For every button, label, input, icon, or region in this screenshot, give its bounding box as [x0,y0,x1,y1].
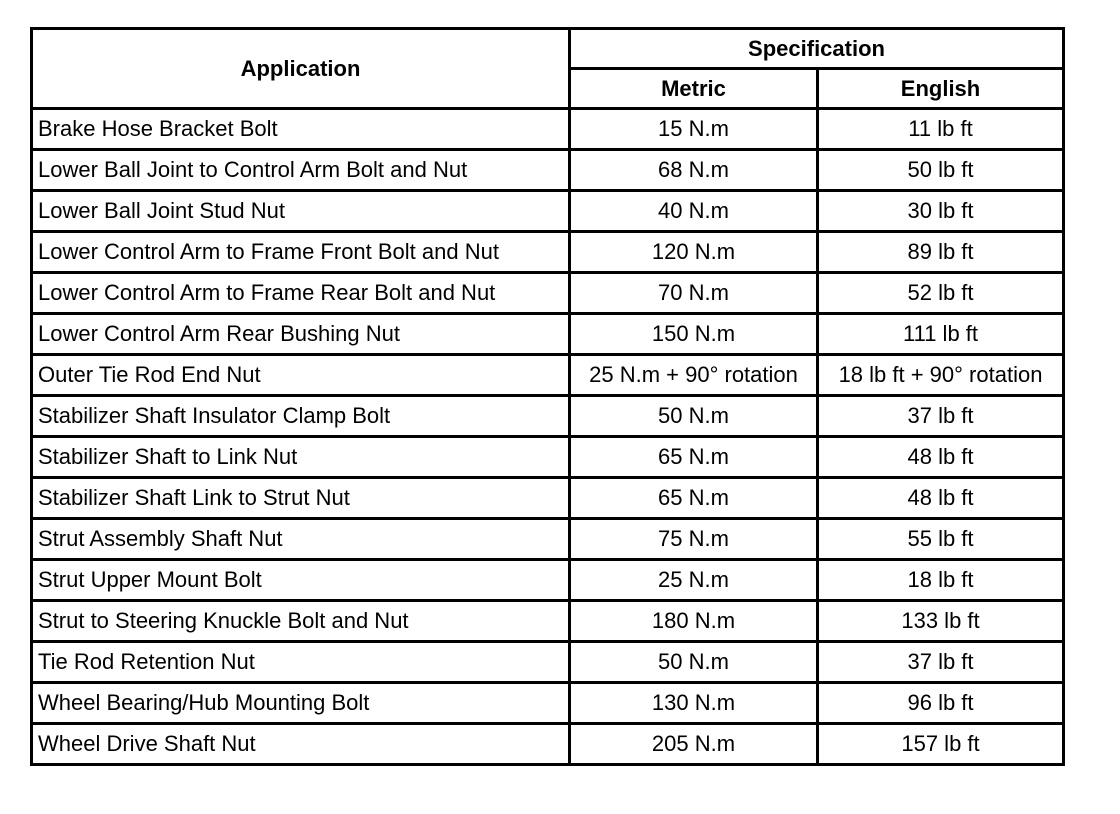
application-cell: Wheel Drive Shaft Nut [32,724,570,765]
english-cell: 52 lb ft [818,273,1064,314]
metric-cell: 50 N.m [570,642,818,683]
english-cell: 37 lb ft [818,642,1064,683]
english-cell: 111 lb ft [818,314,1064,355]
english-cell: 55 lb ft [818,519,1064,560]
english-cell: 48 lb ft [818,437,1064,478]
table-row [32,273,1064,314]
english-cell: 50 lb ft [818,150,1064,191]
fastener-spec-table [30,27,1065,766]
table-row [32,109,1064,150]
english-cell: 30 lb ft [818,191,1064,232]
application-cell: Brake Hose Bracket Bolt [32,109,570,150]
application-cell: Stabilizer Shaft Link to Strut Nut [32,478,570,519]
english-cell: 37 lb ft [818,396,1064,437]
application-cell: Strut Assembly Shaft Nut [32,519,570,560]
table-body [32,109,1064,765]
metric-cell: 40 N.m [570,191,818,232]
table-row [32,724,1064,765]
application-cell: Lower Control Arm to Frame Front Bolt and Nut [32,232,570,273]
header-row-top [32,29,1064,69]
metric-cell: 120 N.m [570,232,818,273]
application-cell: Lower Ball Joint to Control Arm Bolt and Nut [32,150,570,191]
english-cell: 48 lb ft [818,478,1064,519]
metric-cell: 65 N.m [570,478,818,519]
table-row [32,437,1064,478]
application-cell: Lower Ball Joint Stud Nut [32,191,570,232]
metric-cell: 75 N.m [570,519,818,560]
metric-cell: 15 N.m [570,109,818,150]
table-row [32,642,1064,683]
english-cell: 96 lb ft [818,683,1064,724]
table-row [32,396,1064,437]
metric-cell: 180 N.m [570,601,818,642]
application-cell: Tie Rod Retention Nut [32,642,570,683]
table-header [32,29,1064,109]
metric-cell: 68 N.m [570,150,818,191]
metric-cell: 130 N.m [570,683,818,724]
application-cell: Lower Control Arm Rear Bushing Nut [32,314,570,355]
application-cell: Wheel Bearing/Hub Mounting Bolt [32,683,570,724]
metric-cell: 25 N.m + 90° rotation [570,355,818,396]
table-row [32,355,1064,396]
english-cell: 133 lb ft [818,601,1064,642]
application-cell: Strut to Steering Knuckle Bolt and Nut [32,601,570,642]
header-english: English [818,69,1064,109]
english-cell: 89 lb ft [818,232,1064,273]
english-cell: 11 lb ft [818,109,1064,150]
metric-cell: 50 N.m [570,396,818,437]
header-specification: Specification [570,29,1064,69]
header-metric: Metric [570,69,818,109]
table-row [32,314,1064,355]
header-application: Application [32,29,570,109]
english-cell: 18 lb ft + 90° rotation [818,355,1064,396]
metric-cell: 150 N.m [570,314,818,355]
application-cell: Strut Upper Mount Bolt [32,560,570,601]
table-row [32,683,1064,724]
english-cell: 18 lb ft [818,560,1064,601]
application-cell: Stabilizer Shaft to Link Nut [32,437,570,478]
metric-cell: 70 N.m [570,273,818,314]
table-row [32,601,1064,642]
table-row [32,519,1064,560]
application-cell: Stabilizer Shaft Insulator Clamp Bolt [32,396,570,437]
english-cell: 157 lb ft [818,724,1064,765]
table-row [32,478,1064,519]
metric-cell: 25 N.m [570,560,818,601]
application-cell: Outer Tie Rod End Nut [32,355,570,396]
table-row [32,560,1064,601]
metric-cell: 65 N.m [570,437,818,478]
table-row [32,191,1064,232]
application-cell: Lower Control Arm to Frame Rear Bolt and Nut [32,273,570,314]
table-row [32,232,1064,273]
table-row [32,150,1064,191]
metric-cell: 205 N.m [570,724,818,765]
